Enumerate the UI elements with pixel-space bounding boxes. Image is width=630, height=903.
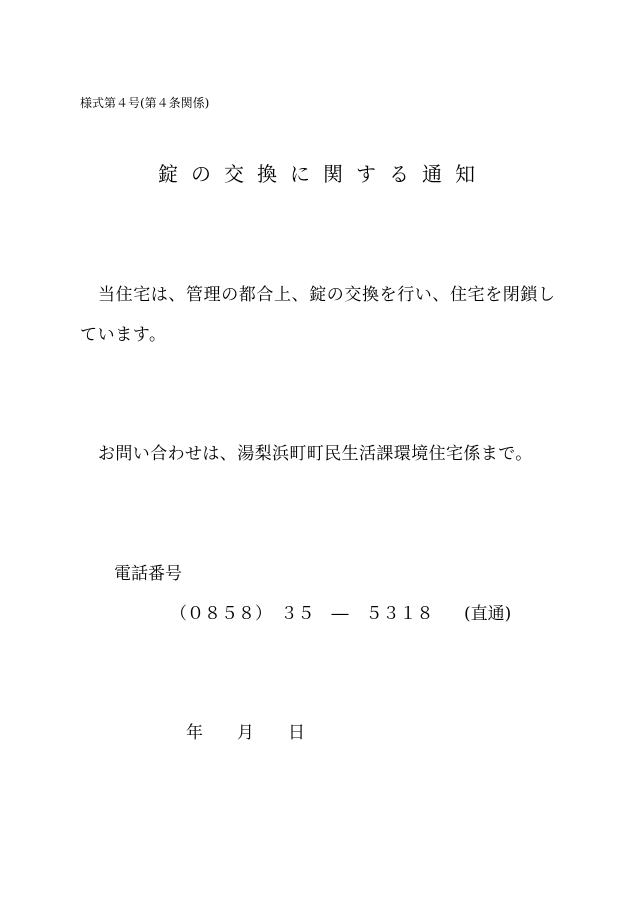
notice-paragraph-line-1: 当住宅は、管理の都合上、錠の交換を行い、住宅を閉鎖し bbox=[98, 285, 556, 305]
date-line: 年 月 日 bbox=[186, 723, 305, 743]
phone-number: （０８５８） ３５ ― ５３１８ bbox=[170, 604, 434, 624]
phone-label: 電話番号 bbox=[114, 564, 182, 584]
phone-direct-note: (直通) bbox=[464, 604, 512, 624]
document-title: 錠の交換に関する通知 bbox=[158, 162, 488, 186]
notice-paragraph-line-2: ています。 bbox=[80, 325, 167, 345]
form-number: 様式第４号(第４条関係) bbox=[80, 96, 210, 110]
inquiry-paragraph: お問い合わせは、湯梨浜町町民生活課環境住宅係まで。 bbox=[98, 444, 533, 464]
